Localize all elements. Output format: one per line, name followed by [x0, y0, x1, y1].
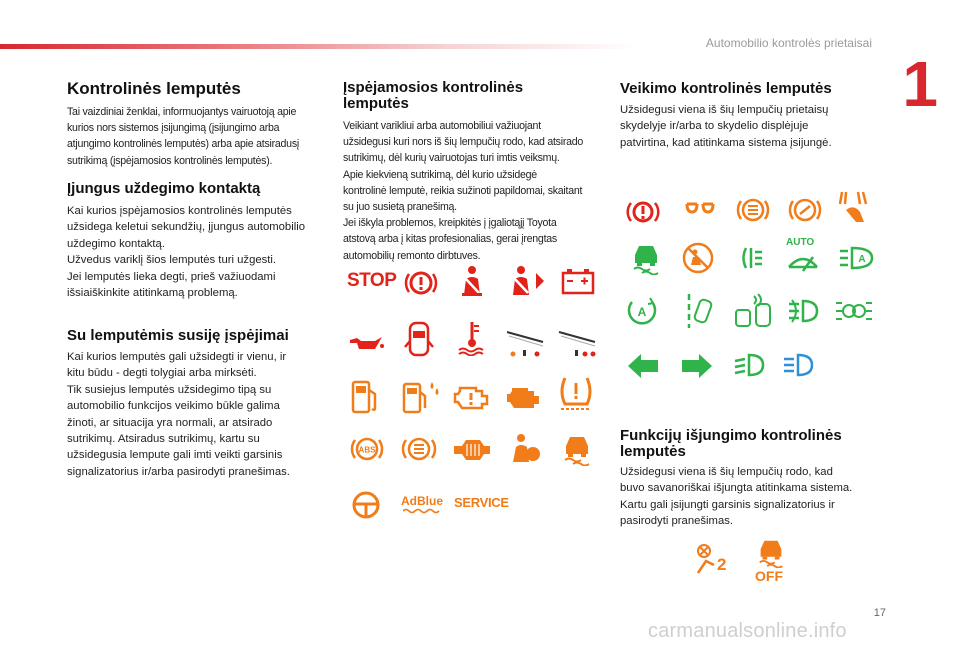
ignition-text: Kai kurios įspėjamosios kontrolinės lemputės užsidega keletui sekundžių, įjungus automobilio uždegimo kontaktą. Užvedus variklį šios lemputės turi užgesti. Jei lemputės lieka degti, prieš važiuodami išsiaiškinkite atitinkamą problemą.: [67, 205, 306, 300]
auto-label-icon: AUTO: [786, 237, 815, 248]
auto-headlamp-icon: [838, 243, 874, 273]
chapter-title: Automobilio kontrolės prietaisai: [705, 36, 872, 50]
off-text: Užsidegusi viena iš šių lempučių rodo, kad buvo savanoriškai išjungta atitinkama sistema. Kartu gali įsijungti garsinis signalizatorius ir pasirodyti pranešimas.: [620, 466, 853, 528]
airbag-fault-icon: [509, 432, 541, 466]
airbag-off-icon: [681, 241, 715, 275]
esp-active-icon: [629, 241, 663, 275]
park-sensor-icon: [732, 292, 774, 330]
svg-text:A: A: [858, 254, 866, 265]
svg-text:ABS: ABS: [358, 445, 376, 455]
adblue-icon: AdBlue: [401, 494, 443, 508]
oil-pressure-icon: [347, 331, 385, 353]
gauge-coolant-icon: [555, 312, 599, 360]
passenger-airbag-icon: [508, 265, 548, 299]
intro-text: Tai vaizdiniai ženklai, informuojantys vairuotoją apie kurios nors sistemos įsijungimą (įsijungimo arba atjungimo kontrolinės lemputės) arba apie atsiradusį sutrikimą (įspėjamosios kontrolinės lemputės).: [67, 106, 299, 167]
door-open-icon: [404, 319, 434, 359]
section-title-function-lamps: Veikimo kontrolinės lemputės: [620, 80, 832, 97]
stability-control-icon: [560, 432, 594, 466]
page-number: 17: [873, 607, 886, 619]
svg-text:A: A: [637, 305, 647, 319]
auto-wiper-icon: [786, 249, 820, 275]
stop-icon: STOP: [347, 270, 397, 291]
right-indicator-icon: [680, 352, 714, 380]
service-icon: SERVICE: [454, 495, 509, 510]
function-text: Užsidegusi viena iš šių lempučių prietaisų skydelyje ir/arba to skydelio displėjuje patvirtina, kad atitinkama sistema įsijungė.: [620, 104, 832, 149]
off-label-icon: OFF: [755, 568, 783, 584]
foot-on-brake-icon: [836, 188, 870, 226]
brake-pad-icon: [400, 434, 438, 464]
off-two-icon: 2: [717, 555, 727, 574]
side-lights-icon: [834, 298, 874, 324]
section-title-ignition: Įjungus uždegimo kontaktą: [67, 180, 261, 197]
steering-icon: [350, 490, 382, 520]
watermark: carmanualsonline.info: [648, 620, 847, 642]
brake-warning-icon: [404, 268, 438, 298]
section-title-warnings: Su lemputėmis susiję įspėjimai: [67, 327, 289, 344]
low-fuel-icon: [350, 378, 380, 416]
left-indicator-icon: [626, 352, 660, 380]
engine-icon: [504, 382, 544, 412]
warnings-text: Kai kurios lemputės gali užsidegti ir vienu, ir kitu būdu - degti tolygiai arba mirksėti. Tik susiejus lemputės užsidegimo tipą su automobilio funkcijos veikimo būkle galima žinoti, ar situacija yra normali, ar atsirado sutrikimų. Atsiradus sutrikimų, kartu su užsidegusia lempute gali imti veikti garsinis signalizatorius ir/arba pasirodyti pranešimas.: [67, 351, 290, 478]
brake-hold-icon: [788, 195, 822, 225]
seatbelt-icon: [456, 265, 488, 299]
brake-red-icon: [626, 198, 660, 226]
fuel-water-icon: [401, 378, 441, 416]
alert-text: Veikiant varikliui arba automobiliui važiuojant užsidegusi kuri nors iš šių lempučių rodo, kad atsirado sutrikimų, dėl kurių vairuotojas turi imtis veiksmų. Apie kiekvieną sutrikimą, dėl kurio užsidegė kontrolinė lemputė, reikia sužinoti papildomai, skaitant su juo susietą pranešimą. Jei iškyla problemos, kreipkitės į įgaliotąjį Toyota atstovą arba į kitas profesionalias, gerai įrengtas automobilių remonto dirbtuves.: [343, 120, 584, 262]
stop-start-active-icon: [626, 296, 658, 326]
abs-icon: [350, 434, 384, 464]
chapter-number: 1: [902, 48, 938, 120]
parking-brake-icon: [736, 195, 770, 225]
headlamp-beam-icon: [738, 243, 768, 273]
adblue-wave-icon: [403, 508, 441, 514]
engine-warning-icon: [452, 382, 492, 412]
glow-plug-icon: [684, 200, 716, 222]
gauge-needle-icon: [503, 312, 547, 360]
section-title-warning-lamps: Kontrolinės lemputės: [67, 79, 241, 98]
battery-icon: [561, 268, 595, 296]
particle-filter-icon: [452, 436, 492, 464]
front-fog-icon: [787, 296, 819, 326]
coolant-temperature-icon: [456, 320, 488, 356]
esp-off-icon: [755, 536, 787, 568]
section-title-off-lamps: Funkcijų išjungimo kontrolinės lemputės: [620, 427, 842, 460]
header-accent-bar: [0, 44, 640, 49]
main-beam-icon: [782, 351, 814, 379]
section-title-alert-lamps: Įspėjamosios kontrolinės lemputės: [343, 79, 524, 112]
dipped-beam-icon: [733, 351, 765, 379]
tyre-pressure-icon: [557, 374, 595, 414]
lane-assist-icon: [685, 292, 715, 330]
